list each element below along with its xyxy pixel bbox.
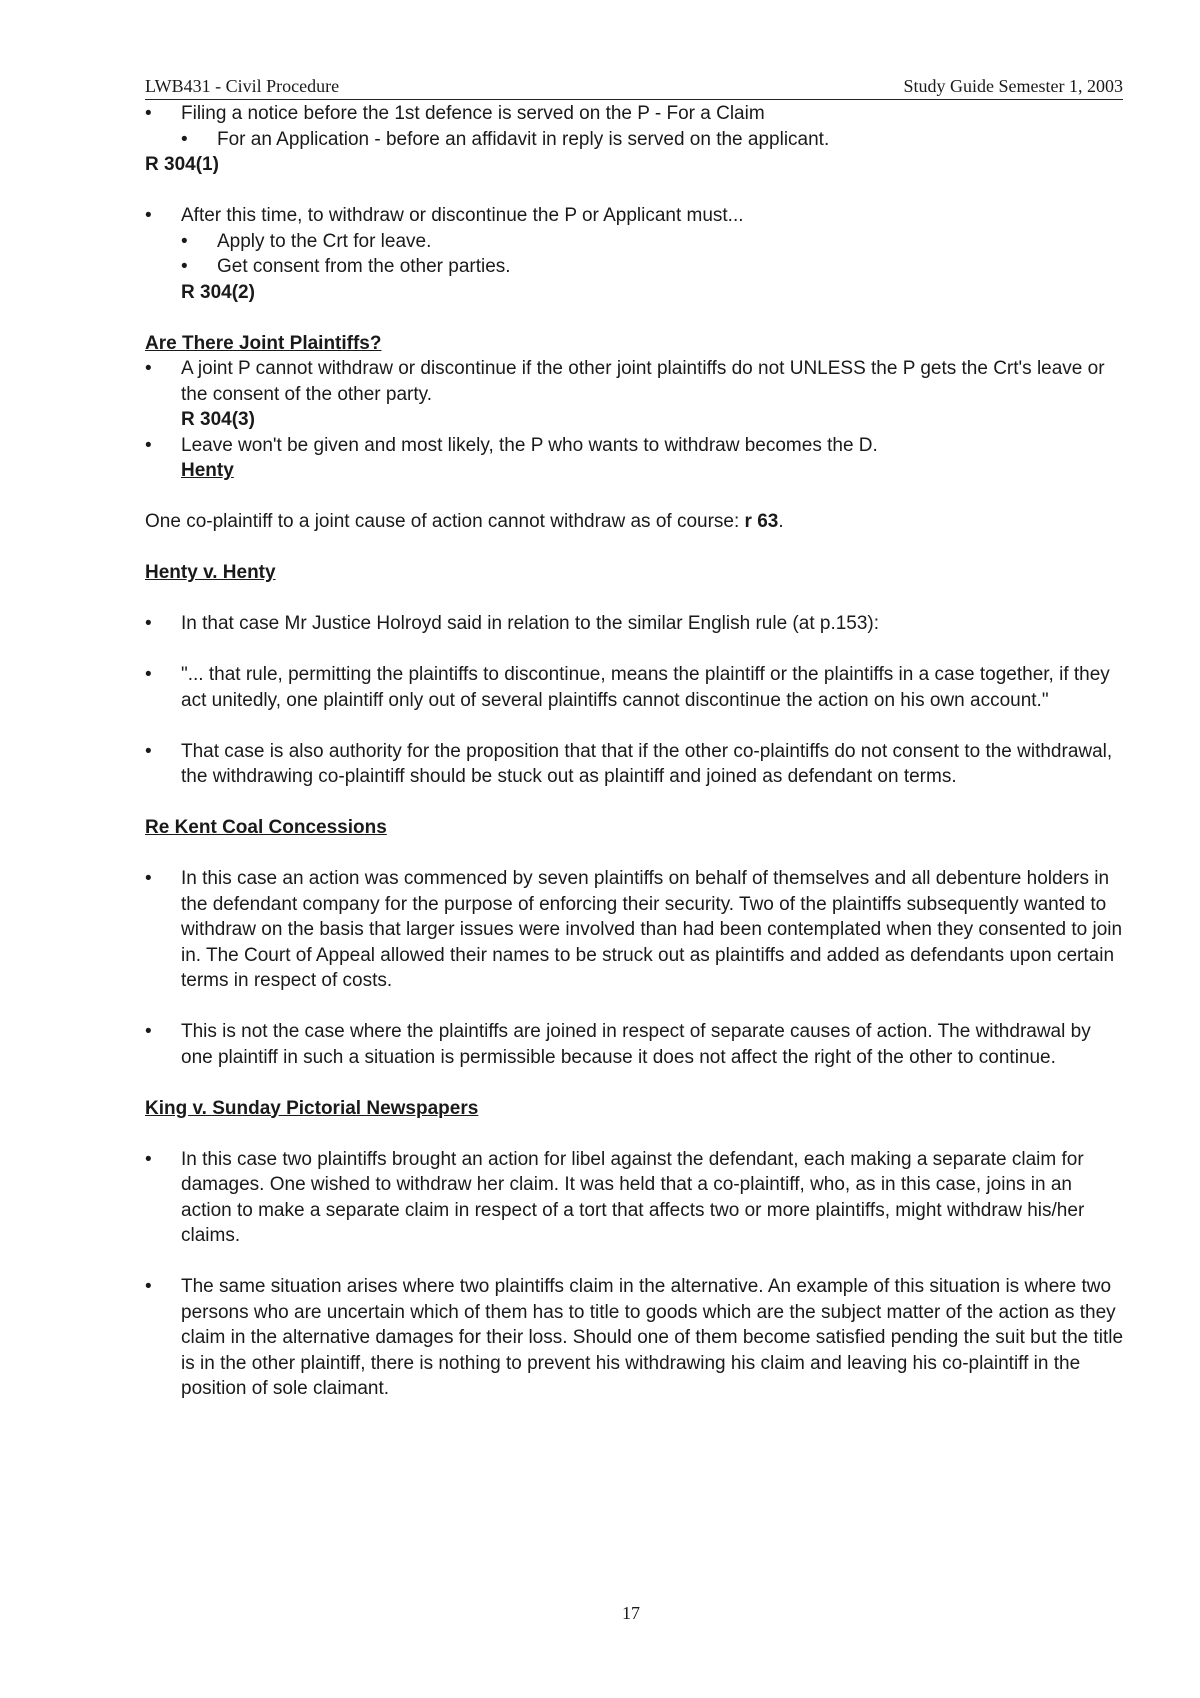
bullet-text: Get consent from the other parties. — [217, 256, 511, 277]
bullet-icon: • — [145, 205, 152, 226]
bullet-text: After this time, to withdraw or discontinue the P or Applicant must... — [181, 205, 744, 226]
list-item — [145, 1019, 1125, 1070]
bullet-icon: • — [181, 230, 188, 252]
paragraph-end: . — [778, 511, 784, 532]
sub-list-item — [145, 127, 1125, 153]
sub-list-item — [145, 229, 1125, 255]
paragraph-text: One co-plaintiff to a joint cause of action cannot withdraw as of course: — [145, 511, 745, 532]
page-content — [145, 101, 1125, 1402]
rule-reference: r 63 — [744, 511, 779, 532]
rule-reference: R 304(3) — [181, 409, 255, 430]
section-heading: Re Kent Coal Concessions — [145, 817, 387, 838]
bullet-icon: • — [145, 1021, 152, 1042]
bullet-text: The same situation arises where two plaintiffs claim in the alternative. An example of this situation is where two persons who are uncertain which of them has to title to goods which are the subject matter of the action as they claim in the alternative damages for their loss. Should one of them become satisfied pending the suit but the title is in the other plaintiff, there is nothing to prevent his withdrawing his claim and leaving his co-plaintiff in the position of sole claimant. — [181, 1276, 1124, 1399]
list-item — [145, 356, 1125, 407]
bullet-text: That case is also authority for the proposition that that if the other co-plaintiffs do not consent to the withdrawal, the withdrawing co-plaintiff should be stuck out as plaintiff and joined as defendant on terms. — [181, 740, 1113, 787]
bullet-text: Leave won't be given and most likely, the P who wants to withdraw becomes the D. — [181, 434, 878, 456]
sub-list-item — [145, 254, 1125, 280]
bullet-text: A joint P cannot withdraw or discontinue if the other joint plaintiffs do not UNLESS the P gets the Crt's leave or the consent of the other party. — [181, 358, 1105, 405]
list-item — [145, 203, 1125, 229]
paragraph — [145, 509, 1125, 535]
bullet-icon: • — [145, 434, 152, 456]
section-heading: King v. Sunday Pictorial Newspapers — [145, 1097, 479, 1119]
list-item — [145, 1147, 1125, 1249]
section-heading: Henty v. Henty — [145, 562, 276, 583]
bullet-icon: • — [145, 1276, 152, 1297]
rule-reference: R 304(2) — [181, 281, 255, 303]
list-item — [145, 611, 1125, 637]
bullet-text: Filing a notice before the 1st defence is served on the P - For a Claim — [181, 103, 765, 124]
bullet-text: In this case two plaintiffs brought an action for libel against the defendant, each making a separate claim for damages. One wished to withdraw her claim. It was held that a co-plaintiff, who, as in this case, joins in an action to make a separate claim in respect of a tort that affects two or more plaintiffs, might withdraw his/her claims. — [181, 1148, 1085, 1246]
page-number: 17 — [622, 1603, 640, 1623]
bullet-text: "... that rule, permitting the plaintiffs to discontinue, means the plaintiff or the plaintiffs in a case together, if they act unitedly, one plaintiff only out of several plaintiffs cannot discontinue the action on his own account." — [181, 664, 1110, 711]
bullet-text: In this case an action was commenced by seven plaintiffs on behalf of themselves and all debenture holders in the defendant company for the purpose of enforcing their security. Two of the plaintiffs subsequently wanted to withdraw on the basis that larger issues were involved than had been contemplated when they consented to join in. The Court of Appeal allowed their names to be struck out as plaintiffs and added as defendants upon certain terms in respect of costs. — [181, 868, 1123, 991]
bullet-icon: • — [145, 103, 152, 124]
bullet-icon: • — [145, 613, 152, 634]
list-item — [145, 101, 1125, 127]
bullet-icon: • — [145, 1148, 152, 1170]
bullet-icon: • — [181, 256, 188, 277]
list-item — [145, 739, 1125, 790]
bullet-text: Apply to the Crt for leave. — [217, 230, 432, 252]
bullet-icon: • — [145, 358, 152, 379]
list-item — [145, 433, 1125, 459]
list-item — [145, 1274, 1125, 1402]
list-item — [145, 662, 1125, 713]
bullet-icon: • — [145, 868, 152, 889]
rule-reference: R 304(1) — [145, 154, 219, 175]
header-course: LWB431 - Civil Procedure — [145, 76, 340, 96]
list-item — [145, 866, 1125, 994]
bullet-icon: • — [181, 128, 188, 150]
bullet-text: In that case Mr Justice Holroyd said in relation to the similar English rule (at p.153): — [181, 613, 880, 634]
bullet-icon: • — [145, 664, 152, 685]
bullet-icon: • — [145, 740, 152, 762]
header-guide: Study Guide Semester 1, 2003 — [903, 76, 1123, 96]
bullet-text: This is not the case where the plaintiffs are joined in respect of separate causes of action. The withdrawal by one plaintiff in such a situation is permissible because it does not affect the right of the other to continue. — [181, 1021, 1091, 1068]
page-header — [145, 72, 1123, 100]
bullet-text: For an Application - before an affidavit in reply is served on the applicant. — [217, 128, 830, 150]
section-heading: Are There Joint Plaintiffs? — [145, 332, 382, 354]
case-reference: Henty — [181, 460, 234, 481]
